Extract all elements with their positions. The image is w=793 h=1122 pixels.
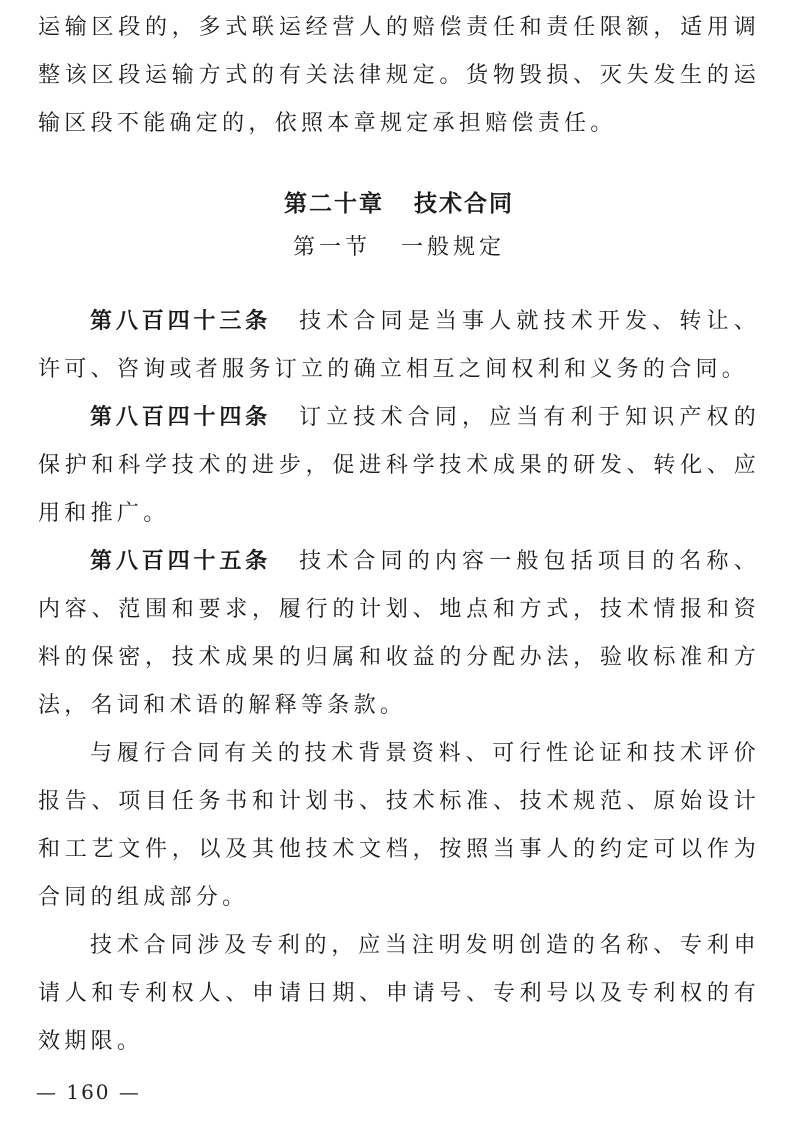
article-text: 订立技术合同，应当有利于知识产权的保护和科学技术的进步，促进科学技术成果的研发、转化、应用和推广。	[38, 405, 760, 526]
article-number: 第八百四十三条	[90, 309, 272, 334]
article-845-paragraph-3: 技术合同涉及专利的，应当注明发明创造的名称、专利申请人和专利权人、申请日期、申请号、专利号以及专利权的有效期限。	[38, 933, 760, 1054]
section-number: 第一节	[292, 235, 371, 260]
section-title: 一般规定	[401, 235, 506, 260]
continuation-paragraph: 运输区段的，多式联运经营人的赔偿责任和责任限额，适用调整该区段运输方式的有关法律规定。货物毁损、灭失发生的运输区段不能确定的，依照本章规定承担赔偿责任。	[38, 15, 760, 136]
chapter-title: 技术合同	[414, 191, 514, 217]
article-844	[38, 394, 760, 538]
section-heading	[38, 226, 760, 270]
article-845	[38, 538, 760, 730]
article-845-paragraph-2: 与履行合同有关的技术背景资料、可行性论证和技术评价报告、项目任务书和计划书、技术标准、技术规范、原始设计和工艺文件，以及其他技术文档，按照当事人的约定可以作为合同的组成部分。	[38, 741, 760, 910]
article-number: 第八百四十四条	[90, 405, 272, 430]
document-page	[38, 0, 760, 1066]
chapter-number: 第二十章	[284, 191, 384, 217]
article-843	[38, 298, 760, 394]
article-text: 技术合同是当事人就技术开发、转让、许可、咨询或者服务订立的确立相互之间权利和义务的合同。	[38, 309, 760, 382]
chapter-heading	[38, 182, 760, 226]
page-number: — 160 —	[36, 1080, 141, 1104]
article-number: 第八百四十五条	[90, 549, 272, 574]
article-text: 技术合同的内容一般包括项目的名称、内容、范围和要求，履行的计划、地点和方式，技术情报和资料的保密，技术成果的归属和收益的分配办法，验收标准和方法，名词和术语的解释等条款。	[38, 549, 760, 718]
